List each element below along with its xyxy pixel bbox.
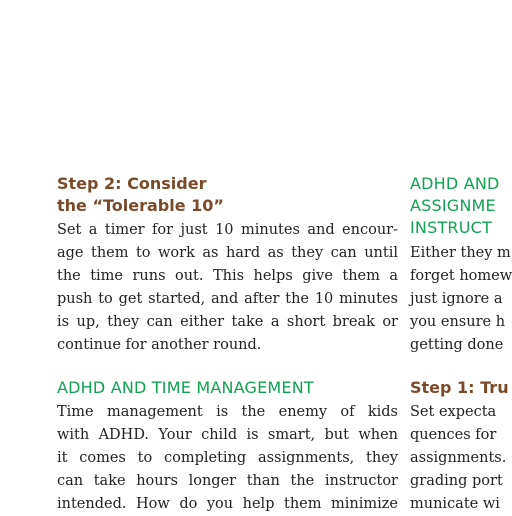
step2-body-line: age them to work as hard as they can until <box>57 245 398 261</box>
assignments-body-line: just ignore a <box>410 291 503 307</box>
step1-body-line: municate wi <box>410 496 500 512</box>
step2-body-line: the time runs out. This helps give them a <box>57 268 398 284</box>
time-body-line: Time management is the enemy of kids <box>57 404 398 420</box>
step2-body-line: push to get started, and after the 10 minutes <box>57 291 398 307</box>
step2-heading-line-2: the “Tolerable 10” <box>57 196 224 215</box>
step2-body-line: continue for another round. <box>57 337 262 353</box>
time-management-heading: ADHD AND TIME MANAGEMENT <box>57 378 314 397</box>
step1-body-line: assignments. <box>410 450 507 466</box>
assignments-body-line: forget homew <box>410 268 512 284</box>
assignments-heading-line-1: ADHD AND <box>410 174 500 193</box>
step1-body-line: grading port <box>410 473 503 489</box>
step2-heading-line-1: Step 2: Consider <box>57 174 207 193</box>
time-body-line: intended. How do you help them minimize <box>57 496 398 512</box>
step1-heading: Step 1: Tru <box>410 378 509 397</box>
assignments-body-line: you ensure h <box>410 314 506 330</box>
assignments-body-line: getting done <box>410 337 504 353</box>
step1-body-line: quences for <box>410 427 497 443</box>
time-body-line: it comes to completing assignments, they <box>57 450 398 466</box>
time-body-line: with ADHD. Your child is smart, but when <box>57 427 398 443</box>
step2-body-line: Set a timer for just 10 minutes and encour- <box>57 222 398 238</box>
assignments-heading-line-2: ASSIGNME <box>410 196 496 215</box>
step1-body-line: Set expecta <box>410 404 497 420</box>
assignments-body-line: Either they m <box>410 245 511 261</box>
step2-body-line: is up, they can either take a short break or <box>57 314 398 330</box>
assignments-heading-line-3: INSTRUCT <box>410 218 492 237</box>
time-body-line: can take hours longer than the instructor <box>57 473 398 489</box>
